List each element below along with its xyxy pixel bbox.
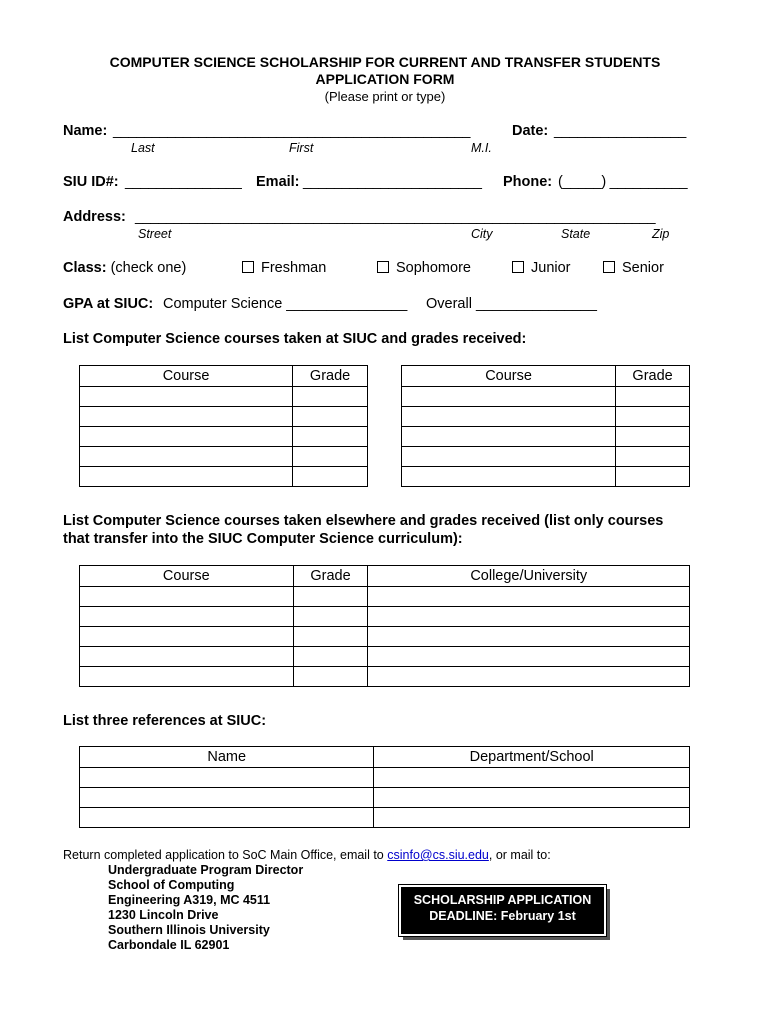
references-heading: List three references at SIUC: (63, 713, 267, 729)
class-option-label: Junior (531, 260, 571, 276)
address-field[interactable]: ___________________________________________________________________ (135, 209, 656, 225)
grade-cell[interactable] (616, 387, 690, 407)
hint-mi: M.I. (471, 141, 492, 155)
return-text: Return completed application to SoC Main Office, email to (63, 848, 384, 862)
table-row (80, 667, 690, 687)
course-cell[interactable] (80, 627, 294, 647)
reference-name-header: Name (80, 747, 374, 768)
hint-last: Last (131, 141, 155, 155)
email-field[interactable]: _______________________ (303, 174, 482, 190)
course-header: Course (80, 366, 293, 387)
grade-cell[interactable] (293, 407, 368, 427)
table-row (402, 427, 690, 447)
course-cell[interactable] (80, 407, 293, 427)
table-header-row (80, 566, 690, 587)
elsewhere-courses-table (79, 565, 690, 687)
email-label: Email: (256, 174, 300, 190)
name-field[interactable]: ______________________________________________ (113, 123, 471, 139)
course-cell[interactable] (80, 647, 294, 667)
form-subtitle: (Please print or type) (324, 89, 446, 104)
course-cell[interactable] (402, 407, 616, 427)
address-line: School of Computing (108, 878, 235, 892)
grade-cell[interactable] (293, 467, 368, 487)
table-header-row (80, 366, 368, 387)
course-cell[interactable] (80, 447, 293, 467)
class-option-junior[interactable] (512, 260, 571, 276)
date-label: Date: (512, 123, 549, 139)
grade-cell[interactable] (293, 387, 368, 407)
siuc-courses-table-left (79, 365, 368, 487)
checkbox-icon[interactable] (242, 261, 254, 273)
course-cell[interactable] (402, 427, 616, 447)
department-cell[interactable] (374, 808, 690, 828)
address-label: Address: (63, 209, 126, 225)
course-cell[interactable] (80, 587, 294, 607)
class-label-text: Class: (63, 260, 107, 276)
course-cell[interactable] (80, 667, 294, 687)
reference-name-cell[interactable] (80, 808, 374, 828)
class-option-freshman[interactable] (242, 260, 326, 276)
table-row (80, 647, 690, 667)
siu-id-label: SIU ID#: (63, 174, 119, 190)
college-cell[interactable] (368, 647, 690, 667)
phone-label: Phone: (503, 174, 553, 190)
department-cell[interactable] (374, 768, 690, 788)
elsewhere-heading-line2: that transfer into the SIUC Computer Science curriculum): (63, 531, 463, 547)
form-title-line1: COMPUTER SCIENCE SCHOLARSHIP FOR CURRENT AND TRANSFER STUDENTS (109, 54, 661, 70)
siuc-courses-table-right (401, 365, 690, 487)
checkbox-icon[interactable] (377, 261, 389, 273)
checkbox-icon[interactable] (512, 261, 524, 273)
gpa-label: GPA at SIUC: (63, 296, 154, 312)
deadline-line1: SCHOLARSHIP APPLICATION (413, 893, 592, 907)
course-cell[interactable] (80, 467, 293, 487)
hint-street: Street (138, 227, 172, 241)
class-hint: (check one) (110, 260, 187, 276)
date-field[interactable]: _________________ (554, 123, 686, 139)
address-line: Southern Illinois University (108, 923, 270, 937)
table-row (80, 387, 368, 407)
grade-header: Grade (293, 566, 368, 587)
table-row (80, 808, 690, 828)
hint-state: State (561, 227, 591, 241)
address-line: Carbondale IL 62901 (108, 938, 230, 952)
mailing-address (108, 863, 368, 953)
course-cell[interactable] (80, 387, 293, 407)
elsewhere-heading-line1: List Computer Science courses taken elsewhere and grades received (list only courses (63, 513, 664, 529)
table-row (402, 387, 690, 407)
siu-id-field[interactable]: _______________ (125, 174, 242, 190)
table-row (80, 587, 690, 607)
return-tail: , or mail to: (488, 848, 551, 862)
college-cell[interactable] (368, 607, 690, 627)
table-row (402, 447, 690, 467)
department-header: Department/School (374, 747, 690, 768)
name-label: Name: (63, 123, 108, 139)
grade-cell[interactable] (293, 587, 368, 607)
course-header: Course (80, 566, 294, 587)
gpa-overall-field[interactable]: Overall _______________ (426, 296, 597, 312)
course-cell[interactable] (80, 427, 293, 447)
class-option-senior[interactable] (603, 260, 664, 276)
table-row (80, 427, 368, 447)
address-line: Undergraduate Program Director (108, 863, 304, 877)
address-line: 1230 Lincoln Drive (108, 908, 219, 922)
college-cell[interactable] (368, 587, 690, 607)
grade-header: Grade (616, 366, 690, 387)
college-cell[interactable] (368, 627, 690, 647)
table-row (402, 407, 690, 427)
table-header-row (402, 366, 690, 387)
hint-first: First (289, 141, 314, 155)
grade-cell[interactable] (616, 407, 690, 427)
grade-cell[interactable] (293, 647, 368, 667)
hint-zip: Zip (652, 227, 670, 241)
deadline-box (399, 885, 606, 936)
checkbox-icon[interactable] (603, 261, 615, 273)
table-row (80, 627, 690, 647)
table-row (80, 788, 690, 808)
siuc-courses-heading: List Computer Science courses taken at SIUC and grades received: (63, 331, 527, 347)
table-row (80, 467, 368, 487)
address-line: Engineering A319, MC 4511 (108, 893, 271, 907)
grade-cell[interactable] (616, 447, 690, 467)
table-row (80, 407, 368, 427)
table-row (80, 768, 690, 788)
class-option-label: Freshman (261, 260, 327, 276)
gpa-cs-field[interactable]: Computer Science _______________ (163, 296, 408, 312)
course-cell[interactable] (402, 387, 616, 407)
email-link[interactable]: csinfo@cs.siu.edu (387, 848, 489, 862)
course-cell[interactable] (80, 607, 294, 627)
table-header-row (80, 747, 690, 768)
references-table (79, 746, 690, 828)
grade-cell[interactable] (616, 427, 690, 447)
department-cell[interactable] (374, 788, 690, 808)
grade-cell[interactable] (293, 427, 368, 447)
course-cell[interactable] (402, 467, 616, 487)
class-option-sophomore[interactable] (377, 260, 471, 276)
class-option-label: Sophomore (396, 260, 471, 276)
grade-cell[interactable] (616, 467, 690, 487)
college-header: College/University (368, 566, 690, 587)
form-title-line2: APPLICATION FORM (315, 71, 455, 87)
grade-cell[interactable] (293, 627, 368, 647)
grade-cell[interactable] (293, 667, 368, 687)
grade-header: Grade (293, 366, 368, 387)
course-header: Course (402, 366, 616, 387)
table-row (80, 447, 368, 467)
hint-city: City (471, 227, 493, 241)
class-label (63, 260, 186, 276)
college-cell[interactable] (368, 667, 690, 687)
grade-cell[interactable] (293, 607, 368, 627)
grade-cell[interactable] (293, 447, 368, 467)
course-cell[interactable] (402, 447, 616, 467)
class-option-label: Senior (622, 260, 664, 276)
deadline-line2: DEADLINE: February 1st (429, 909, 576, 923)
reference-name-cell[interactable] (80, 788, 374, 808)
reference-name-cell[interactable] (80, 768, 374, 788)
return-instructions (63, 848, 551, 862)
phone-field[interactable]: (_____) __________ (558, 174, 688, 190)
table-row (80, 607, 690, 627)
table-row (402, 467, 690, 487)
